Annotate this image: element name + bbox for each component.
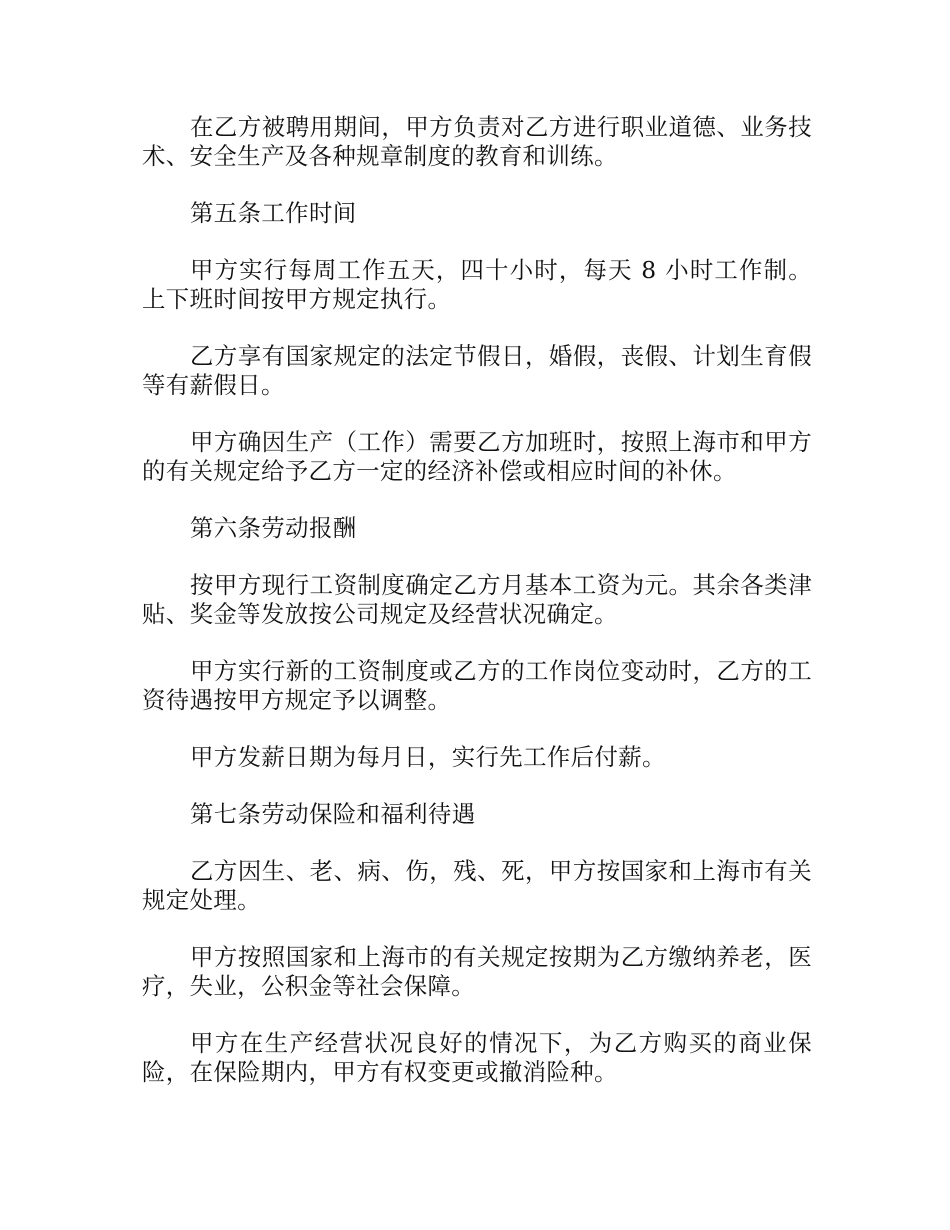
paragraph-base-salary: 按甲方现行工资制度确定乙方月基本工资为元。其余各类津贴、奖金等发放按公司规定及经营状况确定。 bbox=[142, 571, 812, 628]
paragraph-commercial-insurance: 甲方在生产经营状况良好的情况下，为乙方购买的商业保险，在保险期内，甲方有权变更或撤消险种。 bbox=[142, 1029, 812, 1086]
paragraph-social-security: 甲方按照国家和上海市的有关规定按期为乙方缴纳养老，医疗，失业，公积金等社会保障。 bbox=[142, 943, 812, 1000]
paragraph-life-events: 乙方因生、老、病、伤，残、死，甲方按国家和上海市有关规定处理。 bbox=[142, 857, 812, 914]
section-heading-remuneration: 第六条劳动报酬 bbox=[190, 514, 357, 542]
section-heading-insurance-benefits: 第七条劳动保险和福利待遇 bbox=[190, 800, 476, 828]
paragraph-work-schedule: 甲方实行每周工作五天，四十小时，每天 8 小时工作制。上下班时间按甲方规定执行。 bbox=[142, 256, 812, 313]
paragraph-holidays: 乙方享有国家规定的法定节假日，婚假，丧假、计划生育假等有薪假日。 bbox=[142, 342, 812, 399]
paragraph-training: 在乙方被聘用期间，甲方负责对乙方进行职业道德、业务技术、安全生产及各种规章制度的教育和训练。 bbox=[142, 113, 812, 170]
paragraph-pay-date: 甲方发薪日期为每月日，实行先工作后付薪。 bbox=[190, 743, 666, 771]
section-heading-working-hours: 第五条工作时间 bbox=[190, 199, 357, 227]
paragraph-salary-adjustment: 甲方实行新的工资制度或乙方的工作岗位变动时，乙方的工资待遇按甲方规定予以调整。 bbox=[142, 657, 812, 714]
paragraph-overtime: 甲方确因生产（工作）需要乙方加班时，按照上海市和甲方的有关规定给予乙方一定的经济补偿或相应时间的补休。 bbox=[142, 428, 812, 485]
document-body bbox=[142, 113, 812, 1115]
